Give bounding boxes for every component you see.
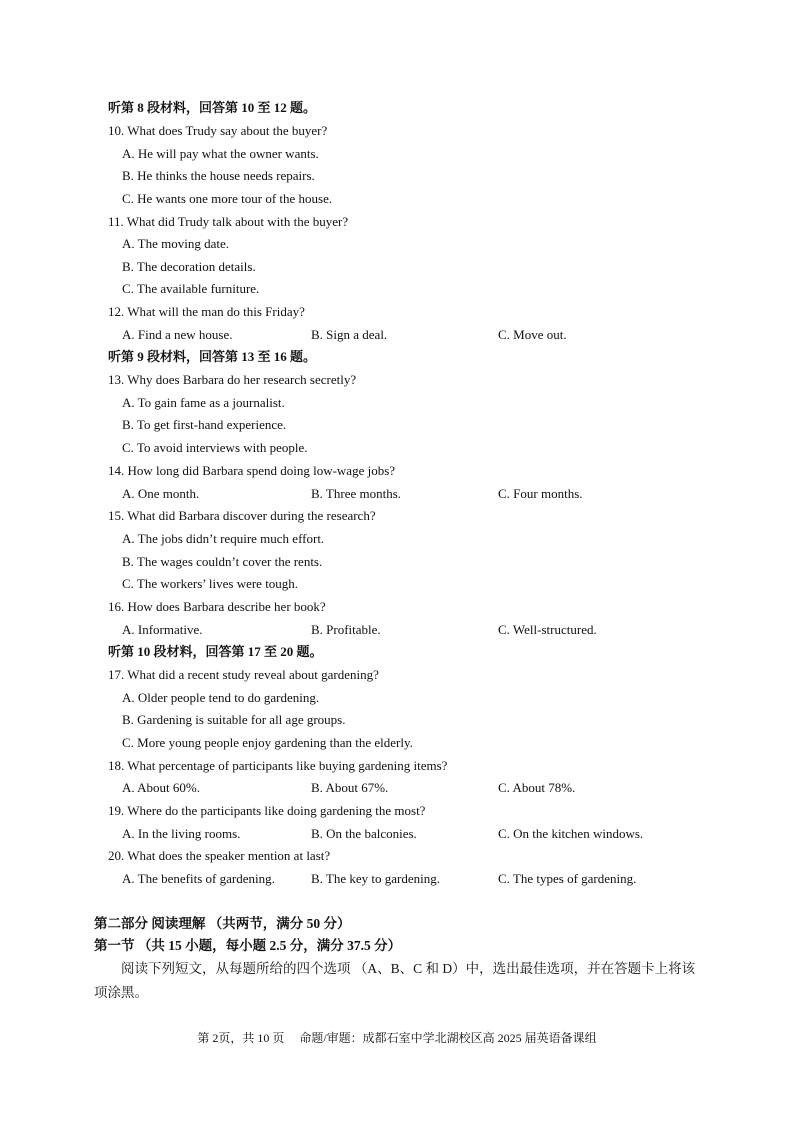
option-15c: C. The workers’ lives were tough. bbox=[122, 576, 299, 591]
question-18: 18. What percentage of participants like buying gardening items? bbox=[108, 758, 448, 773]
option-11c: C. The available furniture. bbox=[122, 281, 260, 296]
option-10a: A. He will pay what the owner wants. bbox=[122, 146, 319, 161]
option-13a: A. To gain fame as a journalist. bbox=[122, 395, 285, 410]
question-20: 20. What does the speaker mention at last? bbox=[108, 848, 331, 863]
question-19: 19. Where do the participants like doing gardening the most? bbox=[108, 803, 426, 818]
option-16c: C. Well-structured. bbox=[498, 622, 597, 637]
question-16: 16. How does Barbara describe her book? bbox=[108, 599, 326, 614]
option-16a: A. Informative. bbox=[122, 622, 203, 637]
section-heading-10: 听第 10 段材料，回答第 17 至 20 题。 bbox=[108, 644, 323, 659]
option-14b: B. Three months. bbox=[311, 486, 402, 501]
option-11b: B. The decoration details. bbox=[122, 259, 256, 274]
option-15a: A. The jobs didn’t require much effort. bbox=[122, 531, 325, 546]
part2-instruction: 阅读下列短文，从每题所给的四个选项 （A、B、C 和 D）中，选出最佳选项，并在答题卡上将该项涂黑。 bbox=[94, 961, 696, 1000]
option-12c: C. Move out. bbox=[498, 327, 567, 342]
option-15b: B. The wages couldn’t cover the rents. bbox=[122, 554, 323, 569]
option-20b: B. The key to gardening. bbox=[311, 871, 441, 886]
option-19b: B. On the balconies. bbox=[311, 826, 417, 841]
option-13c: C. To avoid interviews with people. bbox=[122, 440, 308, 455]
option-11a: A. The moving date. bbox=[122, 236, 229, 251]
part2-subheading: 第一节 （共 15 小题，每小题 2.5 分，满分 37.5 分） bbox=[94, 938, 402, 953]
page-footer: 第 2页，共 10 页 命题/审题：成都石室中学北湖校区高 2025 届英语备课组 bbox=[197, 1031, 597, 1045]
option-10b: B. He thinks the house needs repairs. bbox=[122, 168, 315, 183]
section-heading-9: 听第 9 段材料，回答第 13 至 16 题。 bbox=[108, 349, 317, 364]
option-20c: C. The types of gardening. bbox=[498, 871, 637, 886]
option-12b: B. Sign a deal. bbox=[311, 327, 388, 342]
option-20a: A. The benefits of gardening. bbox=[122, 871, 275, 886]
option-18a: A. About 60%. bbox=[122, 780, 200, 795]
option-18b: B. About 67%. bbox=[311, 780, 389, 795]
option-14c: C. Four months. bbox=[498, 486, 583, 501]
option-18c: C. About 78%. bbox=[498, 780, 576, 795]
option-13b: B. To get first-hand experience. bbox=[122, 417, 287, 432]
question-15: 15. What did Barbara discover during the research? bbox=[108, 508, 376, 523]
part2-heading: 第二部分 阅读理解 （共两节，满分 50 分） bbox=[94, 916, 351, 931]
option-14a: A. One month. bbox=[122, 486, 200, 501]
option-16b: B. Profitable. bbox=[311, 622, 381, 637]
option-17c: C. More young people enjoy gardening than the elderly. bbox=[122, 735, 413, 750]
question-13: 13. Why does Barbara do her research secretly? bbox=[108, 372, 357, 387]
option-19a: A. In the living rooms. bbox=[122, 826, 241, 841]
option-10c: C. He wants one more tour of the house. bbox=[122, 191, 333, 206]
option-17b: B. Gardening is suitable for all age groups. bbox=[122, 712, 346, 727]
question-17: 17. What did a recent study reveal about gardening? bbox=[108, 667, 379, 682]
option-12a: A. Find a new house. bbox=[122, 327, 233, 342]
question-10: 10. What does Trudy say about the buyer? bbox=[108, 123, 328, 138]
question-11: 11. What did Trudy talk about with the buyer? bbox=[108, 214, 349, 229]
question-14: 14. How long did Barbara spend doing low-wage jobs? bbox=[108, 463, 396, 478]
option-17a: A. Older people tend to do gardening. bbox=[122, 690, 320, 705]
option-19c: C. On the kitchen windows. bbox=[498, 826, 644, 841]
question-12: 12. What will the man do this Friday? bbox=[108, 304, 305, 319]
section-heading-8: 听第 8 段材料，回答第 10 至 12 题。 bbox=[108, 100, 317, 115]
